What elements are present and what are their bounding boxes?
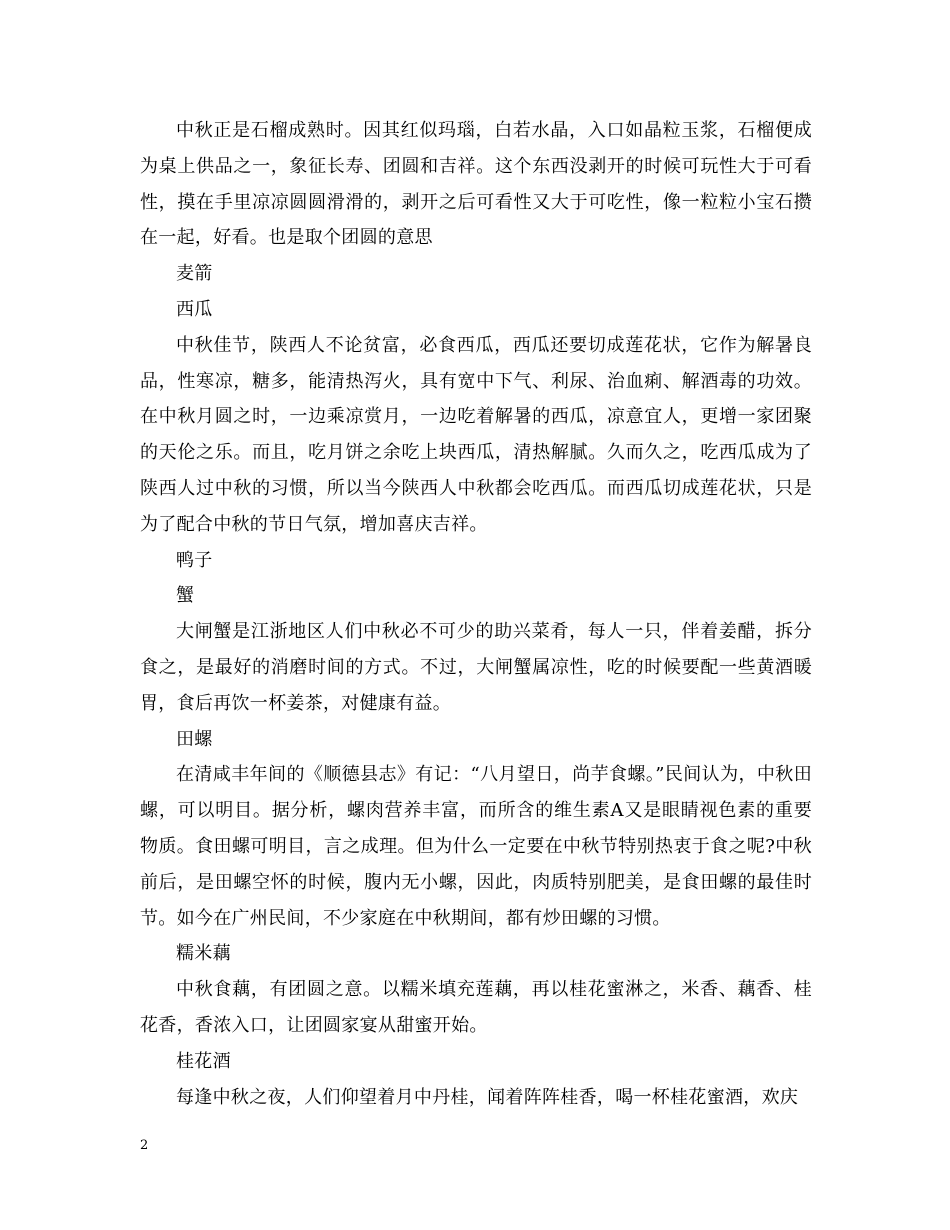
- paragraph-pomegranate: 中秋正是石榴成熟时。因其红似玛瑙，白若水晶，入口如晶粒玉浆，石榴便成为桌上供品之一，象征长寿、团圆和吉祥。这个东西没剥开的时候可玩性大于可看性，摸在手里凉凉圆圆滑滑的，剥开之后可看性又大于可吃性，像一粒粒小宝石攒在一起，好看。也是取个团圆的意思: [140, 120, 812, 249]
- paragraph-lotus-root: 中秋食藕，有团圆之意。以糯米填充莲藕，再以桂花蜜淋之，米香、藕香、桂花香，香浓入口，让团圆家宴从甜蜜开始。: [140, 979, 812, 1036]
- page-number: 2: [140, 1138, 149, 1153]
- paragraph-snail: 在清咸丰年间的《顺德县志》有记：“八月望日，尚芋食螺。”民间认为，中秋田螺，可以明目。据分析，螺肉营养丰富，而所含的维生素A又是眼睛视色素的重要物质。食田螺可明目，言之成理。但为什么一定要在中秋节特别热衷于食之呢?中秋前后，是田螺空怀的时候，腹内无小螺，因此，肉质特别肥美，是食田螺的最佳时节。如今在广州民间，不少家庭在中秋期间，都有炒田螺的习惯。: [140, 764, 812, 929]
- paragraph-osmanthus-wine: 每逢中秋之夜，人们仰望着月中丹桂，闻着阵阵桂香，喝一杯桂花蜜酒，欢庆: [176, 1086, 799, 1108]
- paragraph-watermelon: 中秋佳节，陕西人不论贫富，必食西瓜，西瓜还要切成莲花状，它作为解暑良品，性寒凉，糖多，能清热泻火，具有宽中下气、利尿、治血痢、解酒毒的功效。在中秋月圆之时，一边乘凉赏月，一边吃着解暑的西瓜，凉意宜人，更增一家团聚的天伦之乐。而且，吃月饼之余吃上块西瓜，清热解腻。久而久之，吃西瓜成为了陕西人过中秋的习惯，所以当今陕西人中秋都会吃西瓜。而西瓜切成莲花状，只是为了配合中秋的节日气氛，增加喜庆吉祥。: [140, 334, 812, 535]
- heading-crab: 蟹: [176, 585, 195, 607]
- heading-lotus-root: 糯米藕: [176, 943, 231, 965]
- document-body: [140, 113, 812, 1115]
- paragraph-crab: 大闸蟹是江浙地区人们中秋必不可少的助兴菜肴，每人一只，伴着姜醋，拆分食之，是最好的消磨时间的方式。不过，大闸蟹属凉性，吃的时候要配一些黄酒暖胃，食后再饮一杯姜茶，对健康有益。: [140, 621, 812, 714]
- heading-maijian: 麦箭: [176, 263, 213, 285]
- heading-duck: 鸭子: [176, 549, 213, 571]
- heading-snail: 田螺: [176, 728, 213, 750]
- heading-osmanthus-wine: 桂花酒: [176, 1050, 231, 1072]
- heading-watermelon: 西瓜: [176, 298, 213, 320]
